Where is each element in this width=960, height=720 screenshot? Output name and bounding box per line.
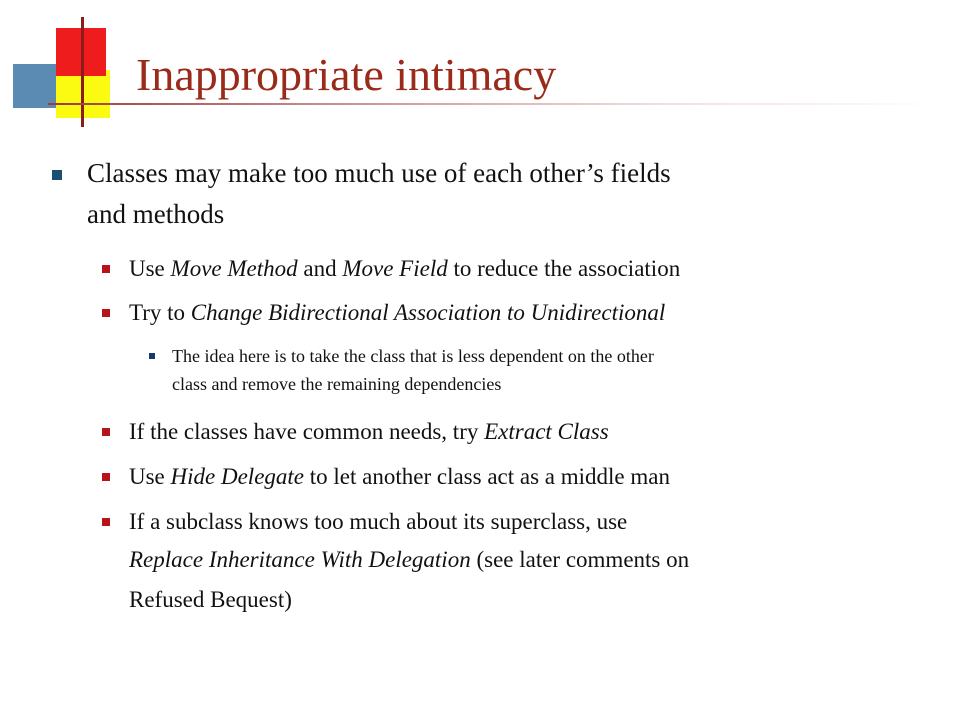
bullet-level3 — [149, 353, 155, 359]
item-7-line-2: Replace Inheritance With Delegation (see later comments on — [129, 547, 690, 572]
item-7-line-1: If a subclass knows too much about its superclass, use — [129, 509, 628, 534]
item-1-line-1: Classes may make too much use of each other’s fields — [87, 158, 671, 188]
item-4-line-1: The idea here is to take the class that is less dependent on the other — [172, 346, 654, 366]
slide-title: Inappropriate intimacy — [136, 49, 557, 100]
item-2-text: Use Move Method and Move Field to reduce the association — [129, 256, 681, 281]
logo-vertical-line — [81, 17, 84, 127]
item-3-text: Try to Change Bidirectional Association to Unidirectional — [129, 300, 666, 325]
bullet-level2 — [102, 473, 110, 481]
item-7-line-3: Refused Bequest) — [129, 587, 292, 612]
title-underline — [48, 103, 948, 105]
bullet-level2 — [102, 309, 110, 317]
item-5-text: If the classes have common needs, try Extract Class — [129, 419, 609, 444]
slide-logo — [0, 0, 140, 130]
bullet-level2 — [102, 518, 110, 526]
item-1-line-2: and methods — [87, 199, 225, 229]
bullet-level1 — [52, 170, 62, 180]
item-4-line-2: class and remove the remaining dependencies — [172, 374, 502, 394]
item-6-text: Use Hide Delegate to let another class act as a middle man — [129, 464, 670, 489]
bullet-level2 — [102, 428, 110, 436]
bullet-level2 — [102, 265, 110, 273]
